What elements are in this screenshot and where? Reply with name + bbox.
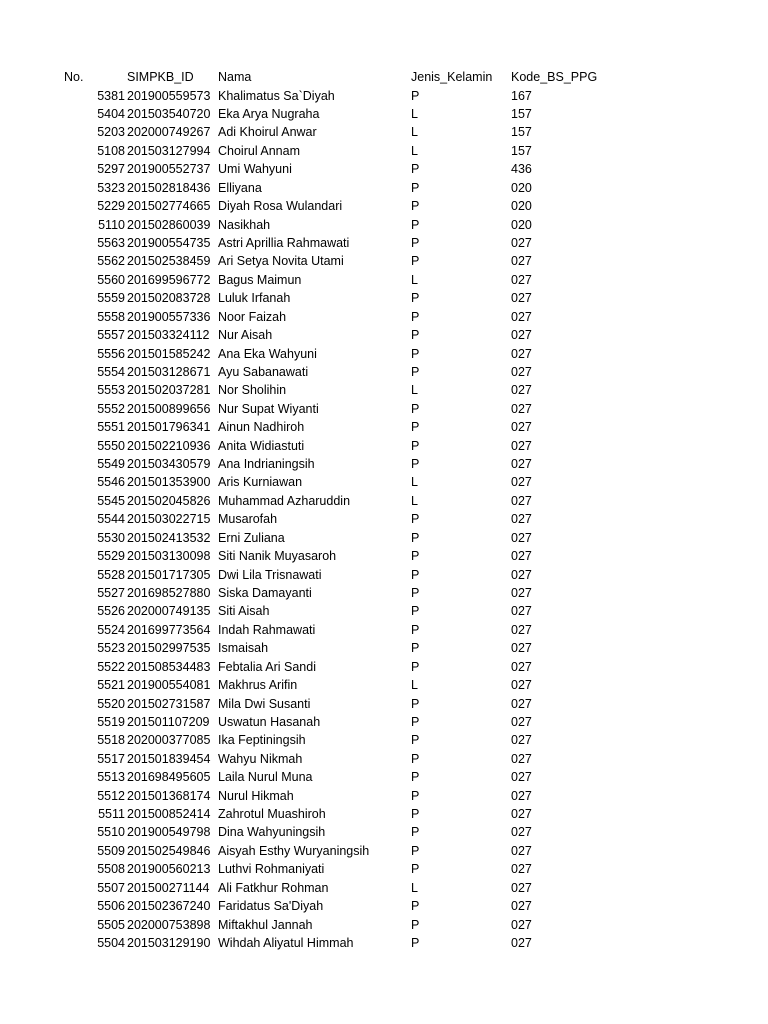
cell-simpkb-id: 201503129190 [127,935,211,950]
table-row [0,437,768,455]
cell-simpkb-id: 201502818436 [127,180,211,195]
cell-nama: Luluk Irfanah [218,291,291,306]
cell-kode-bs-ppg: 020 [511,180,532,195]
cell-nama: Miftakhul Jannah [218,917,313,932]
table-row [0,271,768,289]
cell-no: 5512 [97,788,125,803]
table-row [0,860,768,878]
cell-kode-bs-ppg: 027 [511,475,532,490]
cell-nama: Ari Setya Novita Utami [218,254,344,269]
cell-kode-bs-ppg: 436 [511,162,532,177]
cell-no: 5505 [97,917,125,932]
cell-simpkb-id: 201502083728 [127,291,211,306]
cell-simpkb-id: 202000749267 [127,125,211,140]
cell-nama: Noor Faizah [218,309,287,324]
table-row [0,842,768,860]
cell-no: 5297 [97,162,125,177]
cell-simpkb-id: 201501585242 [127,346,211,361]
cell-jenis-kelamin: P [411,217,420,232]
cell-no: 5524 [97,622,125,637]
cell-nama: Khalimatus Sa`Diyah [218,88,335,103]
table-row [0,289,768,307]
cell-kode-bs-ppg: 027 [511,236,532,250]
cell-simpkb-id: 201500271144 [127,880,210,895]
table-row [0,418,768,436]
cell-kode-bs-ppg: 027 [511,401,532,416]
cell-no: 5551 [97,420,125,435]
table-row [0,768,768,786]
header-jenis-kelamin: Jenis_Kelamin [411,70,493,84]
cell-jenis-kelamin: L [411,125,418,140]
cell-kode-bs-ppg: 027 [511,549,532,564]
cell-nama: Nor Sholihin [218,383,287,398]
table-row [0,805,768,823]
cell-simpkb-id: 201900560213 [127,862,211,877]
table-row [0,216,768,234]
cell-jenis-kelamin: L [411,493,418,508]
header-kode-bs-ppg: Kode_BS_PPG [511,70,598,84]
table-row [0,363,768,381]
cell-nama: Indah Rahmawati [218,622,316,637]
cell-simpkb-id: 201502045826 [127,493,211,508]
cell-kode-bs-ppg: 027 [511,899,532,914]
cell-jenis-kelamin: L [411,383,418,398]
cell-kode-bs-ppg: 027 [511,420,532,435]
cell-jenis-kelamin: P [411,291,420,306]
cell-kode-bs-ppg: 027 [511,843,532,858]
cell-nama: Anita Widiastuti [218,438,305,453]
cell-nama: Ismaisah [218,641,269,656]
cell-nama: Siska Damayanti [218,585,312,600]
cell-simpkb-id: 201900554081 [127,678,211,692]
cell-jenis-kelamin: P [411,714,420,729]
cell-no: 5527 [97,585,125,600]
cell-jenis-kelamin: P [411,364,420,379]
table-row [0,400,768,418]
cell-nama: Eka Arya Nugraha [218,107,320,121]
cell-jenis-kelamin: P [411,401,420,416]
cell-jenis-kelamin: P [411,162,420,177]
cell-jenis-kelamin: P [411,807,420,821]
cell-no: 5513 [97,770,125,785]
cell-kode-bs-ppg: 027 [511,641,532,656]
cell-nama: Makhrus Arifin [218,678,298,692]
table-row [0,566,768,584]
cell-jenis-kelamin: P [411,751,420,766]
table-row [0,142,768,160]
cell-nama: Elliyana [218,180,262,195]
cell-kode-bs-ppg: 167 [511,88,532,103]
cell-jenis-kelamin: P [411,788,420,803]
table-row [0,510,768,528]
cell-jenis-kelamin: P [411,899,420,914]
cell-no: 5550 [97,438,125,453]
table-row [0,105,768,123]
cell-jenis-kelamin: L [411,475,418,490]
cell-jenis-kelamin: L [411,678,418,692]
cell-nama: Choirul Annam [218,143,300,158]
cell-no: 5507 [97,880,125,895]
cell-kode-bs-ppg: 157 [511,125,532,140]
cell-no: 5554 [97,364,125,379]
cell-no: 5520 [97,696,125,711]
cell-kode-bs-ppg: 027 [511,291,532,306]
cell-jenis-kelamin: P [411,309,420,324]
cell-no: 5522 [97,659,125,674]
cell-simpkb-id: 201503430579 [127,457,211,471]
cell-nama: Nasikhah [218,217,271,232]
cell-kode-bs-ppg: 027 [511,678,532,692]
cell-nama: Bagus Maimun [218,272,302,287]
cell-nama: Ana Indrianingsih [218,457,315,471]
cell-jenis-kelamin: P [411,696,420,711]
cell-simpkb-id: 201900557336 [127,309,211,324]
cell-jenis-kelamin: P [411,659,420,674]
cell-jenis-kelamin: P [411,935,420,950]
table-row [0,658,768,676]
cell-kode-bs-ppg: 027 [511,438,532,453]
table-row [0,381,768,399]
cell-nama: Muhammad Azharuddin [218,493,351,508]
table-row [0,123,768,141]
cell-kode-bs-ppg: 020 [511,199,532,214]
cell-jenis-kelamin: L [411,272,418,287]
cell-no: 5528 [97,567,125,582]
cell-simpkb-id: 201502860039 [127,217,211,232]
cell-nama: Laila Nurul Muna [218,770,313,785]
table-row [0,547,768,565]
cell-simpkb-id: 201500899656 [127,401,211,416]
cell-nama: Diyah Rosa Wulandari [218,199,343,214]
table-row [0,897,768,915]
table-row [0,345,768,363]
cell-jenis-kelamin: P [411,236,420,250]
cell-no: 5510 [97,825,125,840]
cell-no: 5506 [97,899,125,914]
cell-kode-bs-ppg: 027 [511,917,532,932]
cell-jenis-kelamin: P [411,438,420,453]
cell-jenis-kelamin: P [411,346,420,361]
cell-no: 5110 [98,217,125,232]
cell-no: 5381 [97,88,125,103]
cell-jenis-kelamin: P [411,530,420,545]
cell-simpkb-id: 201503130098 [127,549,211,564]
cell-simpkb-id: 201502538459 [127,254,211,269]
cell-kode-bs-ppg: 027 [511,604,532,619]
cell-simpkb-id: 201900559573 [127,88,211,103]
cell-nama: Ika Feptiningsih [218,733,306,748]
cell-no: 5558 [97,309,125,324]
cell-nama: Nur Aisah [218,328,273,343]
cell-nama: Nurul Hikmah [218,788,294,803]
cell-jenis-kelamin: P [411,825,420,840]
cell-no: 5544 [97,512,125,527]
cell-simpkb-id: 201500852414 [127,807,211,821]
table-row [0,750,768,768]
cell-no: 5323 [97,180,125,195]
cell-jenis-kelamin: P [411,420,420,435]
cell-no: 5529 [97,549,125,564]
cell-jenis-kelamin: P [411,180,420,195]
cell-kode-bs-ppg: 027 [511,751,532,766]
table-row [0,197,768,215]
cell-kode-bs-ppg: 020 [511,217,532,232]
table-row [0,713,768,731]
table-row [0,473,768,491]
cell-kode-bs-ppg: 027 [511,696,532,711]
cell-kode-bs-ppg: 027 [511,807,532,821]
cell-nama: Adi Khoirul Anwar [218,125,317,140]
cell-no: 5560 [97,272,125,287]
cell-jenis-kelamin: P [411,549,420,564]
cell-no: 5526 [97,604,125,619]
cell-no: 5508 [97,862,125,877]
cell-simpkb-id: 202000753898 [127,917,211,932]
cell-nama: Siti Nanik Muyasaroh [218,549,337,564]
cell-nama: Dwi Lila Trisnawati [218,567,322,582]
cell-jenis-kelamin: P [411,88,420,103]
cell-simpkb-id: 201501368174 [127,788,211,803]
cell-no: 5552 [97,401,125,416]
table-row [0,787,768,805]
cell-simpkb-id: 201502997535 [127,641,211,656]
table-row [0,602,768,620]
cell-nama: Wihdah Aliyatul Himmah [218,935,354,950]
table-row [0,326,768,344]
cell-kode-bs-ppg: 027 [511,880,532,895]
cell-nama: Ana Eka Wahyuni [218,346,317,361]
cell-nama: Ali Fatkhur Rohman [218,880,329,895]
cell-nama: Siti Aisah [218,604,270,619]
cell-simpkb-id: 201502774665 [127,199,211,214]
cell-nama: Wahyu Nikmah [218,751,303,766]
cell-simpkb-id: 201503127994 [127,143,211,158]
table-row [0,529,768,547]
cell-simpkb-id: 201502731587 [127,696,211,711]
cell-simpkb-id: 201698495605 [127,770,211,785]
cell-simpkb-id: 201501353900 [127,475,211,490]
cell-nama: Erni Zuliana [218,530,285,545]
cell-no: 5404 [97,107,125,121]
table-row [0,87,768,105]
cell-nama: Febtalia Ari Sandi [218,659,316,674]
table-row [0,676,768,694]
cell-simpkb-id: 201503324112 [127,328,210,343]
table-row [0,916,768,934]
cell-jenis-kelamin: P [411,622,420,637]
cell-no: 5549 [97,457,125,471]
cell-kode-bs-ppg: 157 [511,143,532,158]
cell-no: 5517 [97,751,125,766]
cell-no: 5563 [97,236,125,250]
cell-no: 5511 [98,807,125,821]
cell-simpkb-id: 201502210936 [127,438,211,453]
cell-nama: Zahrotul Muashiroh [218,807,326,821]
cell-kode-bs-ppg: 027 [511,770,532,785]
table-row [0,455,768,473]
cell-jenis-kelamin: P [411,199,420,214]
cell-jenis-kelamin: P [411,917,420,932]
table-row [0,823,768,841]
cell-no: 5518 [97,733,125,748]
cell-no: 5521 [97,678,125,692]
cell-simpkb-id: 201698527880 [127,585,211,600]
cell-jenis-kelamin: P [411,567,420,582]
cell-kode-bs-ppg: 027 [511,733,532,748]
cell-no: 5530 [97,530,125,545]
cell-jenis-kelamin: P [411,254,420,269]
cell-jenis-kelamin: L [411,107,418,121]
cell-kode-bs-ppg: 027 [511,825,532,840]
cell-kode-bs-ppg: 027 [511,364,532,379]
cell-nama: Umi Wahyuni [218,162,292,177]
cell-kode-bs-ppg: 027 [511,328,532,343]
cell-simpkb-id: 201699596772 [127,272,211,287]
cell-simpkb-id: 201502413532 [127,530,211,545]
cell-no: 5559 [97,291,125,306]
cell-jenis-kelamin: P [411,641,420,656]
cell-kode-bs-ppg: 157 [511,107,532,121]
cell-nama: Ayu Sabanawati [218,364,309,379]
cell-no: 5203 [97,125,125,140]
cell-simpkb-id: 201502037281 [127,383,211,398]
cell-no: 5523 [97,641,125,656]
header-row [0,68,768,86]
cell-no: 5519 [97,714,125,729]
cell-jenis-kelamin: P [411,770,420,785]
cell-simpkb-id: 201508534483 [127,659,211,674]
cell-simpkb-id: 201501717305 [127,567,211,582]
table-row [0,308,768,326]
cell-nama: Nur Supat Wiyanti [218,401,319,416]
table-row [0,179,768,197]
table-row [0,584,768,602]
table-row [0,492,768,510]
cell-kode-bs-ppg: 027 [511,530,532,545]
cell-nama: Ainun Nadhiroh [218,420,305,435]
cell-simpkb-id: 201502549846 [127,843,211,858]
cell-jenis-kelamin: P [411,585,420,600]
cell-jenis-kelamin: P [411,328,420,343]
cell-nama: Aris Kurniawan [218,475,303,490]
table-row [0,252,768,270]
cell-kode-bs-ppg: 027 [511,585,532,600]
cell-simpkb-id: 201502367240 [127,899,211,914]
cell-kode-bs-ppg: 027 [511,935,532,950]
cell-kode-bs-ppg: 027 [511,788,532,803]
cell-jenis-kelamin: P [411,457,420,471]
cell-nama: Musarofah [218,512,278,527]
header-no: No. [64,70,84,84]
table-row [0,160,768,178]
cell-jenis-kelamin: P [411,733,420,748]
cell-jenis-kelamin: P [411,862,420,877]
cell-no: 5557 [97,328,125,343]
cell-kode-bs-ppg: 027 [511,457,532,471]
cell-simpkb-id: 201503128671 [127,364,211,379]
cell-no: 5562 [97,254,125,269]
header-simpkb-id: SIMPKB_ID [127,70,194,84]
table-row [0,934,768,952]
cell-kode-bs-ppg: 027 [511,254,532,269]
cell-simpkb-id: 201503022715 [127,512,211,527]
cell-kode-bs-ppg: 027 [511,383,532,398]
cell-jenis-kelamin: P [411,604,420,619]
cell-kode-bs-ppg: 027 [511,309,532,324]
cell-simpkb-id: 202000377085 [127,733,211,748]
cell-jenis-kelamin: P [411,843,420,858]
cell-kode-bs-ppg: 027 [511,272,532,287]
cell-no: 5546 [97,475,125,490]
cell-kode-bs-ppg: 027 [511,567,532,582]
cell-kode-bs-ppg: 027 [511,714,532,729]
cell-nama: Faridatus Sa'Diyah [218,899,324,914]
header-nama: Nama [218,70,252,84]
cell-no: 5509 [97,843,125,858]
cell-nama: Astri Aprillia Rahmawati [218,236,350,250]
cell-no: 5229 [97,199,125,214]
cell-simpkb-id: 201900549798 [127,825,211,840]
table-row [0,695,768,713]
cell-kode-bs-ppg: 027 [511,622,532,637]
cell-kode-bs-ppg: 027 [511,493,532,508]
table-row [0,621,768,639]
table-row [0,879,768,897]
cell-nama: Luthvi Rohmaniyati [218,862,325,877]
cell-no: 5553 [97,383,125,398]
cell-simpkb-id: 201900554735 [127,236,211,250]
cell-kode-bs-ppg: 027 [511,346,532,361]
cell-no: 5556 [97,346,125,361]
cell-nama: Uswatun Hasanah [218,714,321,729]
table-row [0,234,768,252]
cell-simpkb-id: 201699773564 [127,622,211,637]
cell-no: 5545 [97,493,125,508]
cell-simpkb-id: 201503540720 [127,107,211,121]
cell-nama: Aisyah Esthy Wuryaningsih [218,843,370,858]
cell-jenis-kelamin: P [411,512,420,527]
cell-simpkb-id: 201501839454 [127,751,211,766]
cell-no: 5108 [97,143,125,158]
cell-kode-bs-ppg: 027 [511,862,532,877]
cell-jenis-kelamin: L [411,143,418,158]
cell-nama: Dina Wahyuningsih [218,825,326,840]
table-row [0,731,768,749]
cell-kode-bs-ppg: 027 [511,512,532,527]
table-row [0,639,768,657]
cell-no: 5504 [97,935,125,950]
cell-simpkb-id: 201501796341 [127,420,211,435]
cell-nama: Mila Dwi Susanti [218,696,311,711]
cell-simpkb-id: 202000749135 [127,604,211,619]
cell-kode-bs-ppg: 027 [511,659,532,674]
cell-jenis-kelamin: L [411,880,418,895]
cell-simpkb-id: 201501107209 [127,714,210,729]
cell-simpkb-id: 201900552737 [127,162,211,177]
